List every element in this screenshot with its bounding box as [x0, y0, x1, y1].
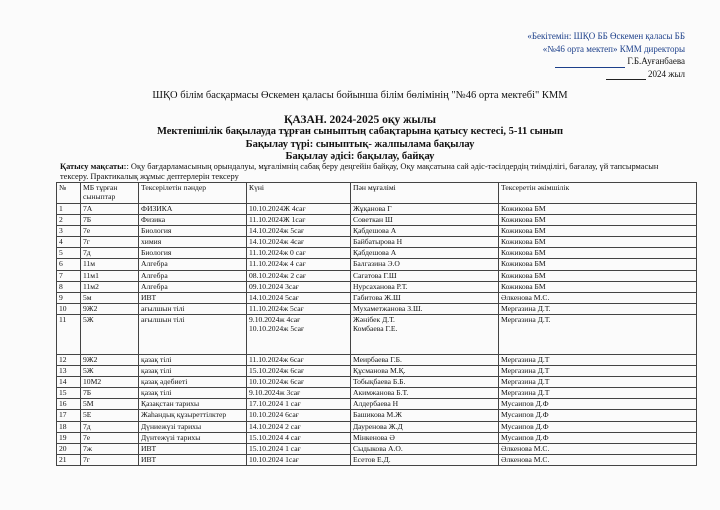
row-subject: Дүниежүзі тарихы	[139, 421, 247, 432]
row-number: 18	[57, 421, 81, 432]
row-date: 15.10.2024 4 сағ	[247, 432, 351, 443]
row-date: 9.10.2024ж 3сағ	[247, 388, 351, 399]
title-control-type: Бақылау түрі: сыныптық- жалпылама бақылау	[245, 138, 475, 150]
row-admin: Кожикова БМ	[499, 215, 697, 226]
row-number: 13	[57, 366, 81, 377]
row-teacher: Қабдешова А	[351, 248, 499, 259]
row-date: 14.10.2024ж 4сағ	[247, 237, 351, 248]
row-date: 10.10.2024Ж 4сағ	[247, 204, 351, 215]
row-class: 11м	[81, 259, 139, 270]
row-date: 10.10.2024 1сағ	[247, 454, 351, 465]
row-class: 5Е	[81, 410, 139, 421]
row-date: 09.10.2024 3сағ	[247, 281, 351, 292]
row-teacher: Нурсаханова Р.Т.	[351, 281, 499, 292]
row-teacher: Сыдыкова А.О.	[351, 443, 499, 454]
row-subject: Алгебра	[139, 270, 247, 281]
row-number: 12	[57, 354, 81, 365]
table-row	[57, 281, 697, 292]
purpose-label: Қатысу мақсаты:	[60, 162, 127, 171]
row-subject: қазақ әдебиеті	[139, 377, 247, 388]
row-number: 6	[57, 259, 81, 270]
row-class: 7Б	[81, 215, 139, 226]
row-class: 5М	[81, 399, 139, 410]
row-teacher: Есетов Е.Д.	[351, 454, 499, 465]
row-date: 11.10.2024Ж 1сағ	[247, 215, 351, 226]
table-row	[57, 432, 697, 443]
table-body	[57, 204, 697, 466]
row-subject: Алгебра	[139, 259, 247, 270]
row-class: 11м1	[81, 270, 139, 281]
table-row	[57, 204, 697, 215]
title-control-method: Бақылау әдісі: бақылау, байқау	[285, 151, 435, 163]
row-teacher: Башикова М.Ж	[351, 410, 499, 421]
row-date: 14.10.2024 2 сағ	[247, 421, 351, 432]
row-class: 7д	[81, 421, 139, 432]
header-date: Күні	[247, 183, 351, 204]
table-row	[57, 237, 697, 248]
row-class: 9Ж2	[81, 354, 139, 365]
row-subject: Қазақстан тарихы	[139, 399, 247, 410]
purpose-text: : Оқу бағдарламасының орындалуы, мұғалімнің сабақ беру деңгейін байқау, Оқу мақсатына сай әдіс-тәсілдердің тиімділігі, бағалау, үй тапсырмасын тексеру. Практикалық жұмыс дептерлерін тексеру	[60, 162, 659, 181]
row-number: 8	[57, 281, 81, 292]
row-class: 5м	[81, 292, 139, 303]
row-subject: ИВТ	[139, 443, 247, 454]
approval-stamp	[470, 30, 685, 80]
row-class: 10М2	[81, 377, 139, 388]
row-subject: Биология	[139, 226, 247, 237]
purpose-paragraph	[60, 162, 680, 181]
row-date: 9.10.2024ж 4сағ 10.10.2024ж 5сағ	[247, 314, 351, 354]
row-teacher: Мінкенова Ә	[351, 432, 499, 443]
row-admin: Кожикова БМ	[499, 204, 697, 215]
row-number: 3	[57, 226, 81, 237]
row-subject: ағылшын тілі	[139, 314, 247, 354]
row-admin: Мусаипов Д.Ф	[499, 410, 697, 421]
row-class: 7д	[81, 248, 139, 259]
header-class: МБ тұрған сыныптар	[81, 183, 139, 204]
table-row	[57, 454, 697, 465]
table-row	[57, 259, 697, 270]
row-number: 14	[57, 377, 81, 388]
row-class: 5Ж	[81, 314, 139, 354]
table-header-row	[57, 183, 697, 204]
approval-date-line	[470, 68, 685, 81]
approval-line-1: «Бекітемін: ШҚО ББ Өскемен қаласы ББ	[527, 31, 685, 41]
row-number: 21	[57, 454, 81, 465]
row-subject: ағылшын тілі	[139, 303, 247, 314]
row-teacher: Габитова Ж.Ш	[351, 292, 499, 303]
schedule-table	[56, 182, 697, 466]
row-teacher: Алдербаева Н	[351, 399, 499, 410]
table-row	[57, 388, 697, 399]
header-admin: Тексеретін әкімшілік	[499, 183, 697, 204]
row-admin: Мергазина Д.Т.	[499, 314, 697, 354]
row-subject: ИВТ	[139, 454, 247, 465]
table-row	[57, 248, 697, 259]
row-admin: Әлкенова М.С.	[499, 454, 697, 465]
row-admin: Кожикова БМ	[499, 281, 697, 292]
title-block	[0, 114, 720, 164]
row-date: 11.10.2024ж 4 сағ	[247, 259, 351, 270]
row-teacher: Қабдешова А	[351, 226, 499, 237]
row-class: 7е	[81, 432, 139, 443]
row-admin: Мергазина Д.Т.	[499, 303, 697, 314]
row-admin: Кожикова БМ	[499, 248, 697, 259]
row-number: 11	[57, 314, 81, 354]
table-row	[57, 354, 697, 365]
table-row	[57, 303, 697, 314]
row-date: 14.10.2024ж 5сағ	[247, 226, 351, 237]
row-number: 2	[57, 215, 81, 226]
row-date: 15.10.2024ж 6сағ	[247, 366, 351, 377]
row-subject: ИВТ	[139, 292, 247, 303]
header-number: №	[57, 183, 81, 204]
department-heading: ШҚО білім басқармасы Өскемен қаласы бойынша білім бөлімінің "№46 орта мектебі" КММ	[152, 90, 568, 101]
header-teacher: Пән мұғалімі	[351, 183, 499, 204]
row-date: 08.10.2024ж 2 сағ	[247, 270, 351, 281]
row-class: 7А	[81, 204, 139, 215]
approval-year: 2024 жыл	[647, 68, 685, 79]
row-admin: Кожикова БМ	[499, 226, 697, 237]
row-class: 7Б	[81, 388, 139, 399]
row-subject: Биология	[139, 248, 247, 259]
row-date: 11.10.2024ж 6сағ	[247, 354, 351, 365]
row-teacher: Тобықбаева Б.Б.	[351, 377, 499, 388]
row-teacher: Жұқанова Г	[351, 204, 499, 215]
row-teacher: Жәнібек Д.Т. Комбаева Г.Е.	[351, 314, 499, 354]
row-date: 17.10.2024 1 сағ	[247, 399, 351, 410]
table-row	[57, 226, 697, 237]
table-row	[57, 215, 697, 226]
row-number: 15	[57, 388, 81, 399]
row-subject: қазақ тілі	[139, 354, 247, 365]
table-row	[57, 399, 697, 410]
row-admin: Мергазина Д.Т	[499, 366, 697, 377]
row-teacher: Байбатырова Н	[351, 237, 499, 248]
row-number: 16	[57, 399, 81, 410]
row-number: 7	[57, 270, 81, 281]
row-date: 11.10.2024ж 0 сағ	[247, 248, 351, 259]
row-date: 10.10.2024 6сағ	[247, 410, 351, 421]
row-subject: Физика	[139, 215, 247, 226]
row-class: 7ж	[81, 443, 139, 454]
row-admin: Мусаипов Д.Ф	[499, 399, 697, 410]
row-teacher: Балгазина Э.О	[351, 259, 499, 270]
header-subject: Тексерілетін пәндер	[139, 183, 247, 204]
row-admin: Мергазина Д.Т	[499, 388, 697, 399]
table-row	[57, 410, 697, 421]
row-teacher: Құсманова М.Қ.	[351, 366, 499, 377]
row-teacher: Дауренова Ж.Д	[351, 421, 499, 432]
table-row	[57, 421, 697, 432]
row-number: 20	[57, 443, 81, 454]
row-admin: Кожикова БМ	[499, 259, 697, 270]
row-class: 9Ж2	[81, 303, 139, 314]
row-date: 15.10.2024 1 сағ	[247, 443, 351, 454]
row-teacher: Акимжанова Б.Т.	[351, 388, 499, 399]
row-class: 11м2	[81, 281, 139, 292]
row-date: 10.10.2024ж 6сағ	[247, 377, 351, 388]
row-admin: Мергазина Д.Т	[499, 354, 697, 365]
table-row	[57, 366, 697, 377]
row-class: 7г	[81, 454, 139, 465]
row-class: 7г	[81, 237, 139, 248]
table-row	[57, 377, 697, 388]
table-row	[57, 292, 697, 303]
row-number: 17	[57, 410, 81, 421]
row-number: 5	[57, 248, 81, 259]
table-row	[57, 270, 697, 281]
row-teacher: Советкан Ш	[351, 215, 499, 226]
row-subject: ФИЗИКА	[139, 204, 247, 215]
row-date: 14.10.2024 5сағ	[247, 292, 351, 303]
approval-signature-line	[470, 55, 685, 68]
row-subject: химия	[139, 237, 247, 248]
row-class: 7е	[81, 226, 139, 237]
row-number: 4	[57, 237, 81, 248]
row-date: 11.10.2024ж 5сағ	[247, 303, 351, 314]
row-admin: Мергазина Д.Т	[499, 377, 697, 388]
row-subject: қазақ тілі	[139, 366, 247, 377]
director-name: Г.Б.Ауғанбаева	[627, 56, 685, 67]
row-subject: қазақ тілі	[139, 388, 247, 399]
row-teacher: Мухаметжанова З.Ш.	[351, 303, 499, 314]
row-number: 1	[57, 204, 81, 215]
table-row	[57, 314, 697, 354]
table-row	[57, 443, 697, 454]
date-blank	[606, 79, 646, 80]
row-teacher: Меирбаева Г.Б.	[351, 354, 499, 365]
title-month: ҚАЗАН. 2024-2025 оқу жылы	[284, 114, 436, 126]
row-number: 10	[57, 303, 81, 314]
row-subject: Дүнтежүзі тарихы	[139, 432, 247, 443]
row-admin: Мусаипов Д.Ф	[499, 421, 697, 432]
row-number: 9	[57, 292, 81, 303]
row-admin: Мусаипов Д.Ф	[499, 432, 697, 443]
row-number: 19	[57, 432, 81, 443]
row-subject: Алгебра	[139, 281, 247, 292]
row-admin: Кожикова БМ	[499, 270, 697, 281]
row-class: 5Ж	[81, 366, 139, 377]
title-schedule: Мектепішілік бақылауда тұрған сыныптың сабақтарына қатысу кестесі, 5-11 сынып	[156, 126, 564, 138]
row-subject: Жаһандық құзыреттілктер	[139, 410, 247, 421]
row-teacher: Сагатова Г.Ш	[351, 270, 499, 281]
row-admin: Әлкенова М.С.	[499, 292, 697, 303]
approval-line-2: «№46 орта мектеп» КММ директоры	[542, 43, 685, 54]
row-admin: Кожикова БМ	[499, 237, 697, 248]
row-admin: Әлкенова М.С.	[499, 443, 697, 454]
